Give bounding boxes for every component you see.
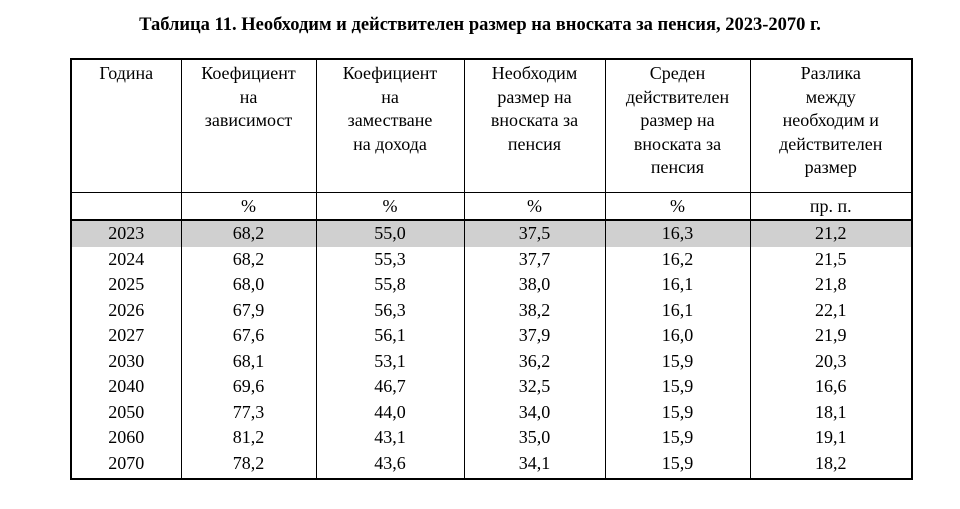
unit-cell: % (464, 193, 605, 221)
unit-cell: % (605, 193, 750, 221)
value-cell: 46,7 (316, 374, 464, 400)
column-header-year: Година (99, 63, 154, 83)
value-cell: 16,1 (605, 298, 750, 324)
year-cell: 2030 (108, 350, 145, 371)
value-cell: 53,1 (316, 349, 464, 375)
table-title: Таблица 11. Необходим и действителен размер на вноската за пенсия, 2023-2070 г. (139, 15, 821, 35)
value-cell: 34,0 (464, 400, 605, 426)
value-cell: 55,3 (316, 247, 464, 273)
value-cell: 21,9 (750, 323, 912, 349)
value-cell: 34,1 (464, 451, 605, 479)
table-row (71, 272, 912, 298)
value-cell: 15,9 (605, 451, 750, 479)
table-row (71, 425, 912, 451)
value-cell: 37,5 (464, 220, 605, 247)
value-cell: 21,5 (750, 247, 912, 273)
table-body (71, 220, 912, 479)
value-cell: 32,5 (464, 374, 605, 400)
value-cell: 16,2 (605, 247, 750, 273)
value-cell: 77,3 (181, 400, 316, 426)
table-row (71, 220, 912, 247)
column-header-dependency-ratio: Коефициент на зависимост (181, 59, 316, 193)
value-cell: 35,0 (464, 425, 605, 451)
value-cell: 22,1 (750, 298, 912, 324)
year-cell: 2027 (108, 325, 145, 345)
year-cell: 2023 (71, 220, 181, 247)
table-row (71, 349, 912, 375)
value-cell: 16,6 (750, 374, 912, 400)
value-cell: 16,0 (605, 323, 750, 349)
value-cell: 36,2 (464, 349, 605, 375)
value-cell: 15,9 (605, 425, 750, 451)
value-cell: 15,9 (605, 374, 750, 400)
value-cell: 67,6 (181, 323, 316, 349)
column-header-difference: Разлика между необходим и действителен размер (750, 59, 912, 193)
value-cell: 18,2 (750, 451, 912, 479)
table-row (71, 374, 912, 400)
table-header-row (71, 59, 912, 193)
value-cell: 43,6 (316, 451, 464, 479)
value-cell: 21,2 (750, 220, 912, 247)
pension-contribution-table (70, 58, 913, 480)
value-cell: 69,6 (181, 374, 316, 400)
value-cell: 56,3 (316, 298, 464, 324)
value-cell: 38,2 (464, 298, 605, 324)
year-cell: 2025 (108, 274, 145, 294)
year-cell: 2060 (108, 427, 145, 447)
unit-cell: % (316, 193, 464, 221)
value-cell: 37,7 (464, 247, 605, 273)
value-cell: 55,8 (316, 272, 464, 298)
value-cell: 43,1 (316, 425, 464, 451)
table-row (71, 400, 912, 426)
table-row (71, 323, 912, 349)
value-cell: 15,9 (605, 349, 750, 375)
value-cell: 55,0 (316, 220, 464, 247)
value-cell: 16,1 (605, 272, 750, 298)
value-cell: 37,9 (464, 323, 605, 349)
year-cell: 2040 (108, 376, 145, 396)
value-cell: 19,1 (750, 425, 912, 451)
value-cell: 67,9 (181, 298, 316, 324)
column-header-actual-contribution: Среден действителен размер на вноската за пенсия (605, 59, 750, 193)
value-cell: 56,1 (316, 323, 464, 349)
unit-cell: пр. п. (750, 193, 912, 221)
value-cell: 16,3 (605, 220, 750, 247)
value-cell: 68,1 (181, 349, 316, 375)
table-row (71, 451, 912, 479)
unit-cell (71, 193, 181, 221)
value-cell: 38,0 (464, 272, 605, 298)
column-header-required-contribution: Необходим размер на вноската за пенсия (464, 59, 605, 193)
table-row (71, 247, 912, 273)
value-cell: 20,3 (750, 349, 912, 375)
value-cell: 18,1 (750, 400, 912, 426)
value-cell: 15,9 (605, 400, 750, 426)
column-header-replacement-rate: Коефициент на заместване на дохода (316, 59, 464, 193)
year-cell: 2024 (108, 248, 145, 269)
value-cell: 81,2 (181, 425, 316, 451)
value-cell: 68,0 (181, 272, 316, 298)
year-cell: 2050 (108, 401, 145, 422)
unit-cell: % (181, 193, 316, 221)
year-cell: 2026 (108, 299, 145, 320)
year-cell: 2070 (108, 452, 145, 473)
value-cell: 78,2 (181, 451, 316, 479)
units-row (71, 193, 912, 221)
value-cell: 68,2 (181, 247, 316, 273)
value-cell: 44,0 (316, 400, 464, 426)
value-cell: 21,8 (750, 272, 912, 298)
table-row (71, 298, 912, 324)
value-cell: 68,2 (181, 220, 316, 247)
